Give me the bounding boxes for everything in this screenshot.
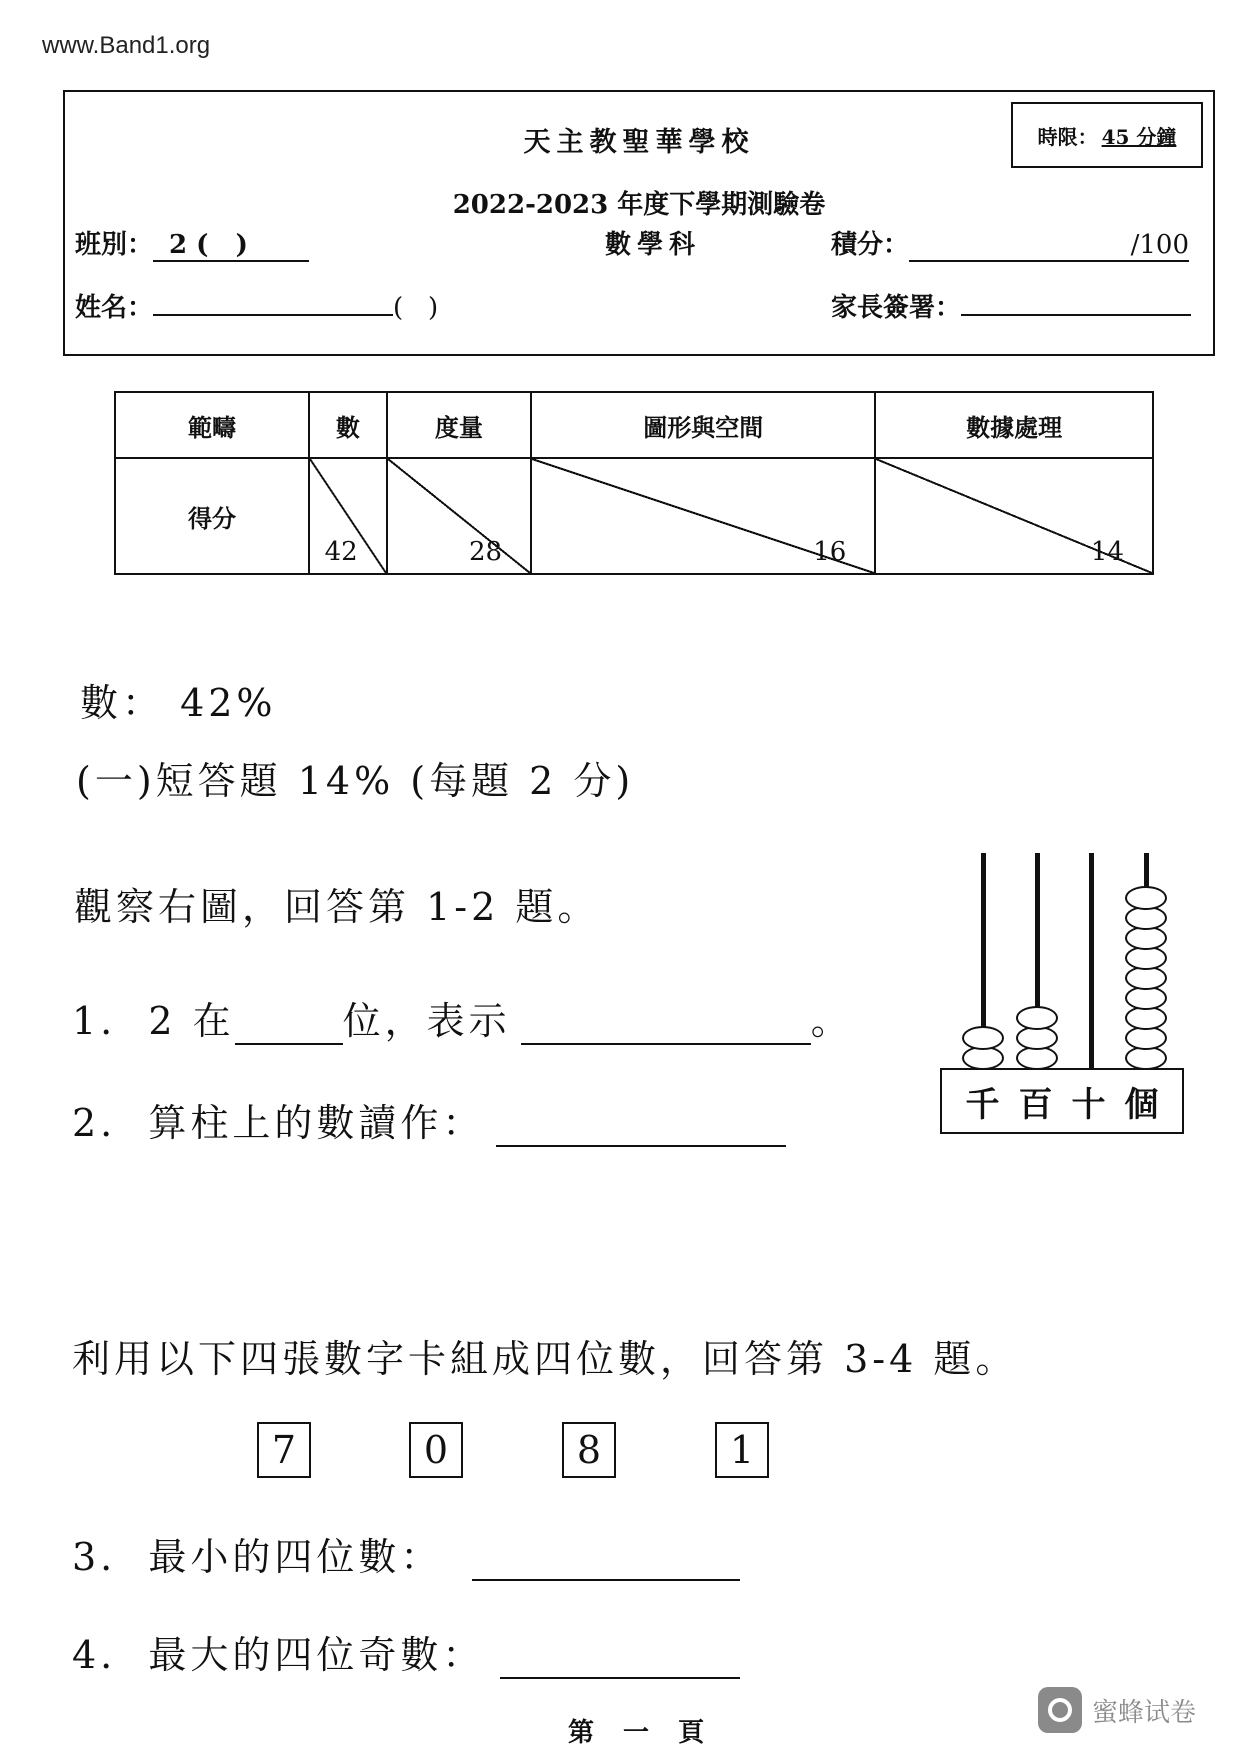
label-ones: 個 — [1124, 1084, 1159, 1125]
time-limit-label: 時限： — [1037, 124, 1098, 149]
time-limit-box — [1011, 102, 1203, 168]
score-table — [114, 391, 1154, 575]
max-score: 42 — [324, 537, 358, 567]
section-title: 數： 42% — [80, 681, 277, 725]
digit-card: 7 — [257, 1422, 311, 1478]
name-label: 姓名： — [75, 293, 154, 323]
label-hundreds: 百 — [1018, 1084, 1053, 1125]
parent-signature-field — [831, 284, 1191, 324]
score-cell-shape-space[interactable] — [531, 458, 875, 574]
subject: 數學科 — [605, 230, 702, 260]
abacus-rod-tens — [1089, 853, 1094, 1068]
q4-text: 4. 最大的四位奇數： — [72, 1633, 485, 1677]
q3-blank[interactable] — [472, 1529, 740, 1581]
instruction-q3-4: 利用以下四張數字卡組成四位數，回答第 3-4 題。 — [72, 1337, 1018, 1381]
brand-watermark — [1038, 1687, 1196, 1733]
abacus-base — [940, 1068, 1184, 1134]
brand-watermark-text: 蜜蜂试卷 — [1092, 1697, 1197, 1728]
school-name: 天主教聖華學校 — [523, 127, 755, 158]
label-tens: 十 — [1071, 1084, 1106, 1125]
digit-card: 0 — [409, 1422, 463, 1478]
q2-blank[interactable] — [496, 1101, 786, 1147]
max-score: 14 — [1090, 537, 1124, 567]
q1-blank-value[interactable] — [521, 999, 811, 1045]
q1-text-b: 位，表示 — [342, 999, 511, 1043]
class-value[interactable]: 2 ( ) — [153, 230, 309, 262]
q2-text: 2. 算柱上的數讀作： — [72, 1101, 485, 1145]
instruction-q1-2: 觀察右圖，回答第 1-2 題。 — [74, 885, 600, 929]
name-field — [75, 284, 438, 324]
question-3 — [72, 1526, 740, 1581]
brand-logo-icon — [1038, 1687, 1082, 1733]
q1-end: 。 — [810, 999, 853, 1043]
page-number: 第 一 頁 — [568, 1718, 715, 1748]
question-4 — [72, 1624, 740, 1679]
digit-card: 1 — [715, 1422, 769, 1478]
score-label: 積分： — [831, 230, 910, 260]
abacus-bead — [1016, 1006, 1058, 1030]
class-field — [75, 224, 309, 262]
score-field — [831, 224, 1189, 262]
parent-signature-label: 家長簽署： — [831, 293, 962, 323]
digit-card: 8 — [562, 1422, 616, 1478]
class-label: 班別： — [75, 230, 154, 260]
category-number: 數 — [309, 392, 387, 458]
score-row-label: 得分 — [115, 458, 309, 574]
question-1 — [72, 990, 853, 1045]
parent-signature-input[interactable] — [961, 284, 1191, 316]
max-score: 16 — [813, 537, 847, 567]
q4-blank[interactable] — [500, 1627, 740, 1679]
q1-blank-place[interactable] — [235, 999, 343, 1045]
category-measure: 度量 — [387, 392, 531, 458]
score-cell-number[interactable] — [309, 458, 387, 574]
question-2 — [72, 1092, 786, 1147]
name-input[interactable] — [153, 284, 393, 316]
label-thousands: 千 — [965, 1084, 1000, 1125]
class-number-paren: ( ) — [393, 293, 439, 323]
max-score: 28 — [469, 537, 503, 567]
q1-text-a: 1. 2 在 — [72, 999, 235, 1043]
category-header: 範疇 — [115, 392, 309, 458]
exam-title: 2022-2023 年度下學期測驗卷 — [452, 190, 826, 220]
part-title: (一)短答題 14% (每題 2 分) — [76, 759, 635, 803]
score-cell-data-handling[interactable] — [875, 458, 1153, 574]
abacus-bead — [1125, 886, 1167, 910]
exam-header-box — [63, 90, 1215, 356]
score-cell-measure[interactable] — [387, 458, 531, 574]
abacus-bead — [962, 1026, 1004, 1050]
score-total[interactable]: /100 — [909, 230, 1189, 262]
q3-text: 3. 最小的四位數： — [72, 1535, 443, 1579]
time-limit-value: 45 分鐘 — [1101, 124, 1177, 149]
category-data-handling: 數據處理 — [875, 392, 1153, 458]
site-watermark-url: www.Band1.org — [42, 32, 211, 59]
category-shape-space: 圖形與空間 — [531, 392, 875, 458]
